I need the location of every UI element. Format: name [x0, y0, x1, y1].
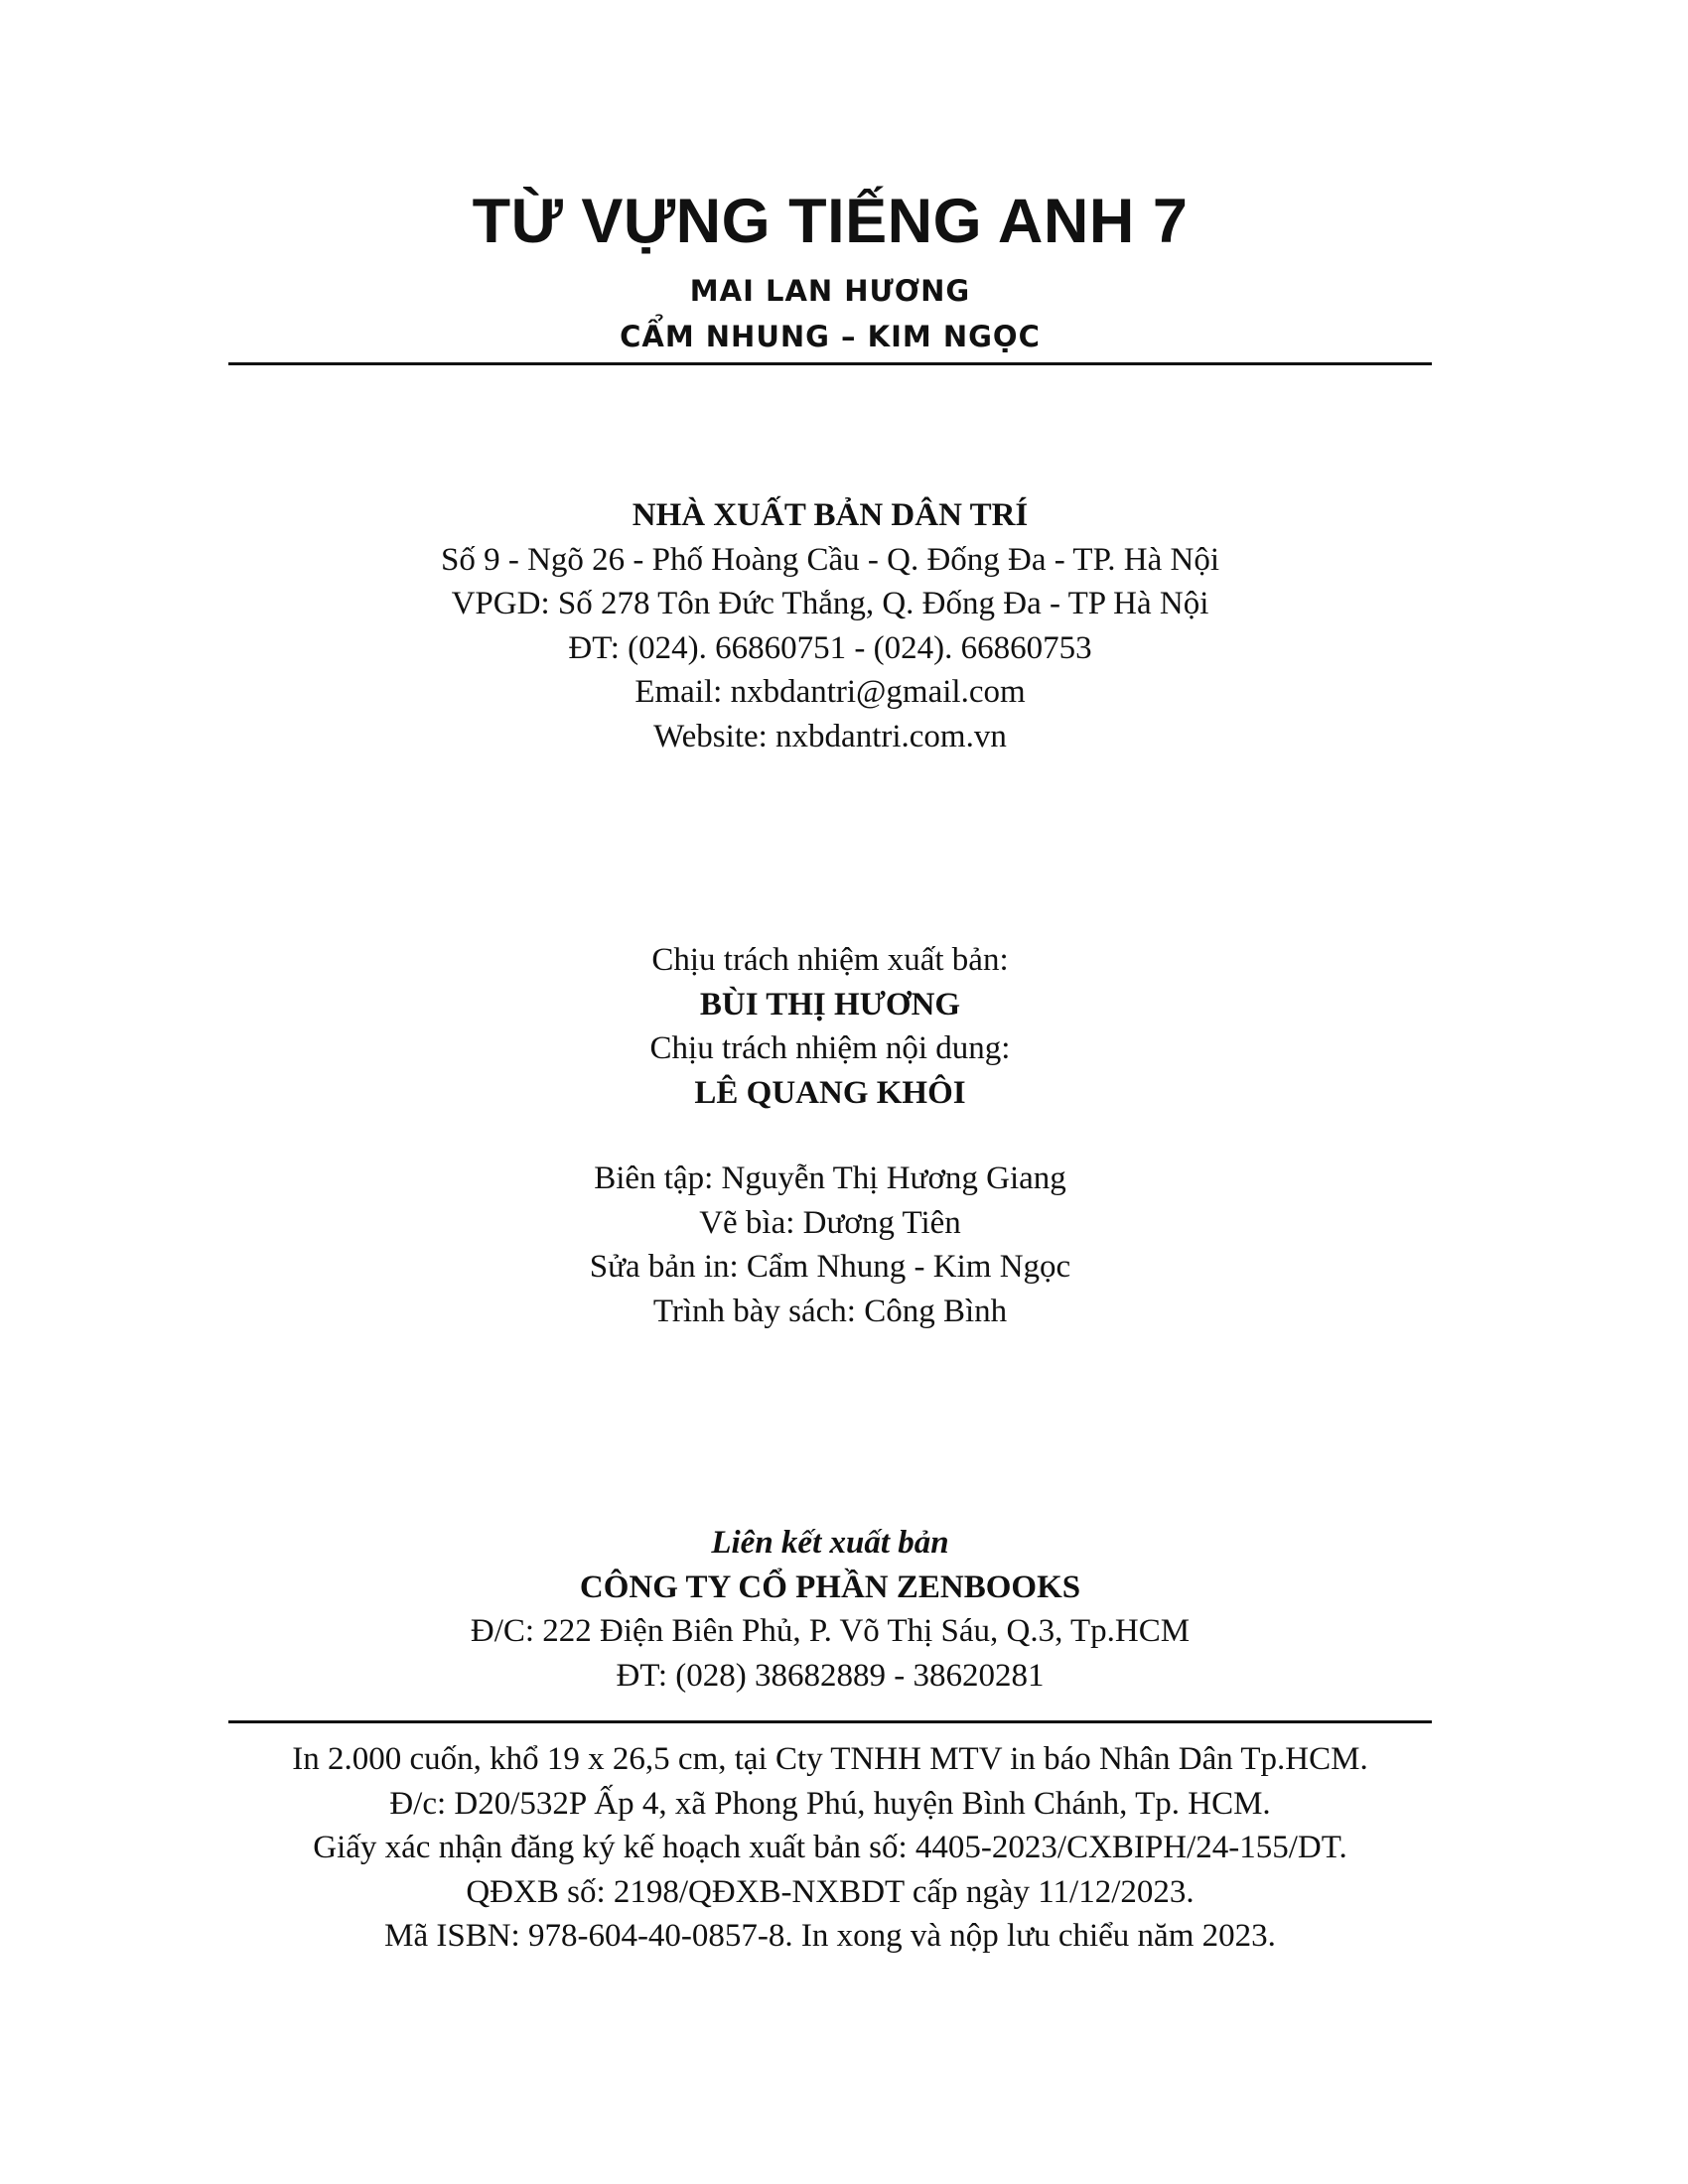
- printing-info-block: [228, 1737, 1432, 1959]
- printing-info-line: In 2.000 cuốn, khổ 19 x 26,5 cm, tại Cty TNHH MTV in báo Nhân Dân Tp.HCM.: [292, 1741, 1368, 1777]
- printing-info-line: Đ/c: D20/532P Ấp 4, xã Phong Phú, huyện Bình Chánh, Tp. HCM.: [389, 1785, 1271, 1822]
- publisher-website: Website: nxbdantri.com.vn: [653, 718, 1007, 754]
- printing-info-line: QĐXB số: 2198/QĐXB-NXBDT cấp ngày 11/12/2023.: [466, 1873, 1195, 1910]
- publisher-phone: ĐT: (024). 66860751 - (024). 66860753: [568, 629, 1092, 666]
- publishing-responsible-person: BÙI THỊ HƯƠNG: [699, 986, 961, 1023]
- printing-info-line: Giấy xác nhận đăng ký kế hoạch xuất bản số: 4405-2023/CXBIPH/24-155/DT.: [313, 1830, 1347, 1866]
- content-responsible-person: LÊ QUANG KHÔI: [694, 1074, 966, 1111]
- author-line: MAI LAN HƯƠNG: [689, 274, 971, 308]
- book-title: TỪ VỰNG TIẾNG ANH 7: [472, 187, 1189, 256]
- partner-address: Đ/C: 222 Điện Biên Phủ, P. Võ Thị Sáu, Q.3, Tp.HCM: [470, 1613, 1191, 1650]
- credits-block: [228, 1157, 1432, 1333]
- publisher-block: [228, 493, 1432, 759]
- top-divider: [228, 362, 1432, 365]
- credit-line: Sửa bản in: Cẩm Nhung - Kim Ngọc: [589, 1249, 1071, 1286]
- partner-block: [228, 1521, 1432, 1698]
- publishing-responsibility-label: Chịu trách nhiệm xuất bản:: [651, 942, 1009, 978]
- partner-label: Liên kết xuất bản: [711, 1525, 949, 1561]
- content-responsibility-label: Chịu trách nhiệm nội dung:: [649, 1030, 1011, 1067]
- credit-line: Trình bày sách: Công Bình: [652, 1293, 1008, 1329]
- partner-company: CÔNG TY CỔ PHẦN ZENBOOKS: [579, 1569, 1081, 1605]
- responsibility-block: [228, 938, 1432, 1115]
- publisher-address: Số 9 - Ngõ 26 - Phố Hoàng Cầu - Q. Đống Đa - TP. Hà Nội: [440, 541, 1219, 578]
- author-line: CẨM NHUNG – KIM NGỌC: [620, 320, 1041, 353]
- credit-line: Biên tập: Nguyễn Thị Hương Giang: [594, 1160, 1066, 1196]
- credit-line: Vẽ bìa: Dương Tiên: [699, 1204, 961, 1241]
- author-list: [228, 268, 1432, 359]
- publisher-name: NHÀ XUẤT BẢN DÂN TRÍ: [632, 497, 1029, 533]
- publisher-office: VPGD: Số 278 Tôn Đức Thắng, Q. Đống Đa - TP Hà Nội: [451, 586, 1209, 622]
- partner-phone: ĐT: (028) 38682889 - 38620281: [616, 1657, 1045, 1694]
- bottom-divider: [228, 1720, 1432, 1723]
- publisher-email: Email: nxbdantri@gmail.com: [634, 674, 1026, 711]
- printing-info-line: Mã ISBN: 978-604-40-0857-8. In xong và nộp lưu chiểu năm 2023.: [384, 1918, 1276, 1955]
